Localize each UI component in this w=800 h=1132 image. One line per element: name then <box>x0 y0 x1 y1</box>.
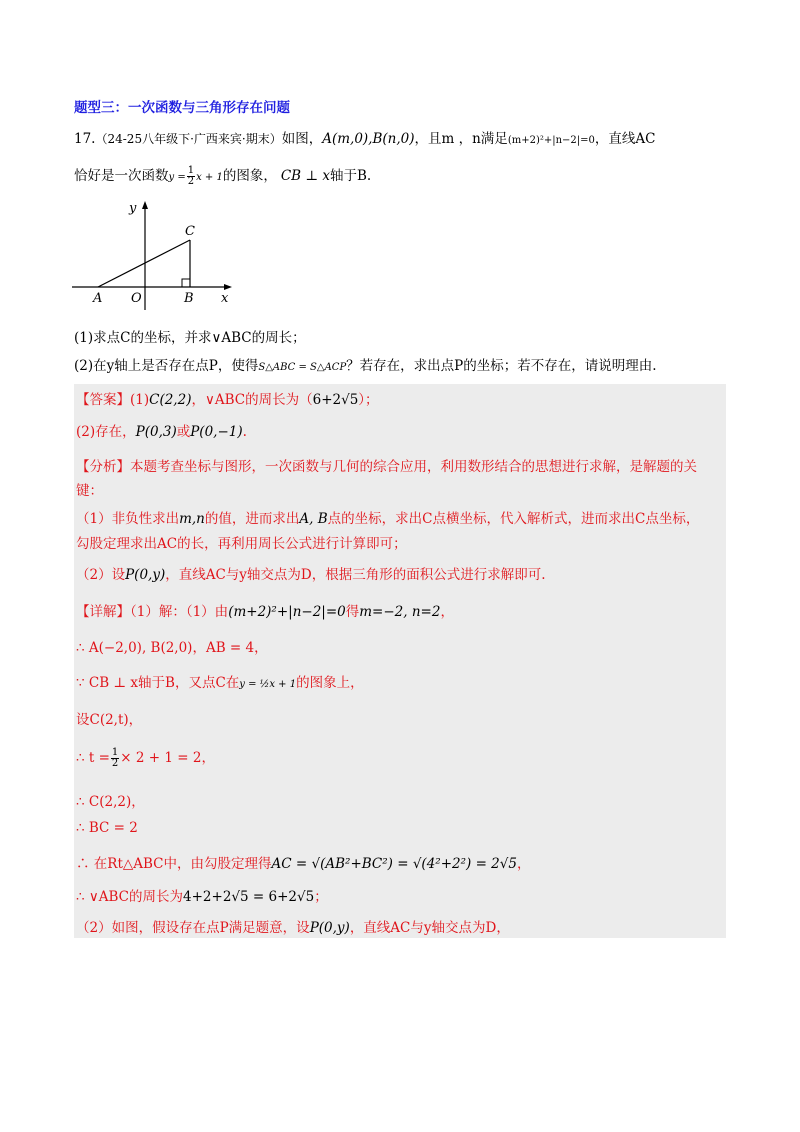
points-ab: A(m,0),B(n,0) <box>322 131 415 147</box>
detail-fraction <box>111 748 119 769</box>
answer-text: 或 <box>176 424 191 440</box>
analysis-text: （1）非负性求出 <box>76 511 180 527</box>
problem-text: 轴于B. <box>330 168 372 184</box>
answer-point-c: C(2,2) <box>149 392 192 408</box>
label-b: B <box>184 291 194 306</box>
detail-text: ； <box>314 889 328 905</box>
analysis-line-5 <box>76 563 546 583</box>
answer-text: . <box>242 424 247 440</box>
fraction-denominator: 2 <box>111 758 119 769</box>
line-ac <box>98 240 190 287</box>
analysis-text: 的值，进而求出 <box>204 511 300 527</box>
detail-text: ， <box>516 856 531 872</box>
problem-line-2 <box>74 164 371 187</box>
answer-perimeter: 6+2√5 <box>312 392 359 408</box>
detail-pythagoras: AC = √(AB²+BC²) = √(4²+2²) = 2√5 <box>271 856 517 872</box>
label-o: O <box>131 291 142 306</box>
problem-number: 17. <box>74 131 96 147</box>
detail-line-3 <box>76 671 364 691</box>
detail-equation: (m+2)²+|n−2|=0 <box>228 604 346 620</box>
fraction-numerator: 1 <box>187 165 195 176</box>
detail-text: 的图象上， <box>296 675 364 691</box>
coordinate-figure <box>70 198 240 314</box>
answer-text: ，∨ABC的周长为（ <box>191 392 313 408</box>
problem-line-1 <box>74 127 655 147</box>
problem-text: ，且m ，n满足 <box>414 131 508 147</box>
answer-text: (2)存在， <box>76 424 136 440</box>
condition-formula: (m+2)²+|n−2|=0 <box>507 135 595 146</box>
perp-formula: CB ⊥ x <box>280 168 330 184</box>
analysis-mn: m,n <box>179 511 205 527</box>
detail-function: y = ½x + 1 <box>239 679 297 690</box>
detail-line-7: ∴ BC = 2 <box>76 820 138 836</box>
detail-line-6: ∴ C(2,2)， <box>76 794 145 810</box>
detail-tag: 【详解】 <box>76 604 130 620</box>
detail-text: ∵ CB ⊥ x <box>76 675 139 691</box>
question-2 <box>74 354 657 374</box>
detail-text: 得 <box>345 604 360 620</box>
question-1: (1)求点C的坐标，并求∨ABC的周长； <box>74 330 306 346</box>
question-text: ？若存在，求出点P的坐标；若不存在，请说明理由. <box>346 358 657 374</box>
right-angle-mark <box>182 279 190 287</box>
answer-line-1 <box>76 388 379 408</box>
label-y: y <box>129 201 137 216</box>
section-title: 题型三：一次函数与三角形存在问题 <box>74 100 290 116</box>
function-lhs: y = <box>168 172 186 183</box>
answer-text: (1) <box>130 392 150 408</box>
label-a: A <box>93 291 103 306</box>
detail-line-2: ∴ A(−2,0), B(2,0)，AB = 4， <box>76 640 268 656</box>
detail-text: （1）解：（1）由 <box>130 604 229 620</box>
answer-point-p2: P(0,−1) <box>190 424 243 440</box>
detail-line-4: 设C(2,t)， <box>76 712 143 728</box>
analysis-text: （2）设 <box>76 567 126 583</box>
analysis-line-2: 键： <box>76 483 103 499</box>
detail-text: ，直线AC与y轴交点为D， <box>349 920 510 936</box>
analysis-line-1 <box>76 455 697 475</box>
analysis-text: ，直线AC与y轴交点为D，根据三角形的面积公式进行求解即可. <box>165 567 546 583</box>
detail-line-1 <box>76 600 454 620</box>
label-c: C <box>185 224 195 239</box>
answer-point-p1: P(0,3) <box>135 424 177 440</box>
detail-perimeter: 4+2+2√5 = 6+2√5 <box>183 889 315 905</box>
analysis-ab: A, B <box>299 511 328 527</box>
x-axis-arrow <box>224 284 232 290</box>
detail-line-8 <box>76 852 530 872</box>
detail-line-10 <box>76 916 510 936</box>
detail-text: ， <box>440 604 454 620</box>
answer-tag: 【答案】 <box>76 392 130 408</box>
area-condition: S△ABC = S△ACP <box>258 362 347 373</box>
analysis-text: 点的坐标，求出C点横坐标，代入解析式，进而求出C点坐标， <box>327 511 700 527</box>
fraction-denominator: 2 <box>187 176 195 187</box>
problem-text: 的图象， <box>222 168 277 184</box>
analysis-line-4: 勾股定理求出AC的长，再利用周长公式进行计算即可； <box>76 536 407 552</box>
function-fraction <box>187 166 195 187</box>
answer-line-2 <box>76 420 247 440</box>
detail-point-p: P(0,y) <box>309 920 350 936</box>
function-rhs: x + 1 <box>196 172 223 183</box>
problem-text: 如图， <box>281 131 323 147</box>
detail-text: 轴于B，又点C在 <box>138 675 240 691</box>
problem-source: （24-25八年级下·广西来宾·期末） <box>95 132 282 146</box>
detail-text: ∴ 在Rt△ABC中，由勾股定理得 <box>76 856 272 872</box>
detail-text: （2）如图，假设存在点P满足题意，设 <box>76 920 310 936</box>
problem-text: ，直线AC <box>594 131 656 147</box>
detail-text: ∴ t = <box>76 750 110 766</box>
detail-line-5 <box>76 746 215 769</box>
detail-result: m=−2, n=2 <box>359 604 441 620</box>
label-x: x <box>221 291 229 306</box>
analysis-point-p: P(0,y) <box>125 567 166 583</box>
analysis-tag: 【分析】 <box>76 459 130 475</box>
fraction-numerator: 1 <box>111 747 119 758</box>
question-text: (2)在y轴上是否存在点P，使得 <box>74 358 259 374</box>
analysis-text: 本题考查坐标与图形，一次函数与几何的综合应用，利用数形结合的思想进行求解，是解题的关 <box>130 459 697 475</box>
y-axis-arrow <box>142 201 148 209</box>
problem-text: 恰好是一次函数 <box>74 168 169 184</box>
answer-text: ）； <box>358 392 379 408</box>
detail-text: × 2 + 1 = 2， <box>120 750 215 766</box>
detail-text: ∴ ∨ABC的周长为 <box>76 889 184 905</box>
analysis-line-3 <box>76 507 699 527</box>
detail-line-9 <box>76 885 328 905</box>
